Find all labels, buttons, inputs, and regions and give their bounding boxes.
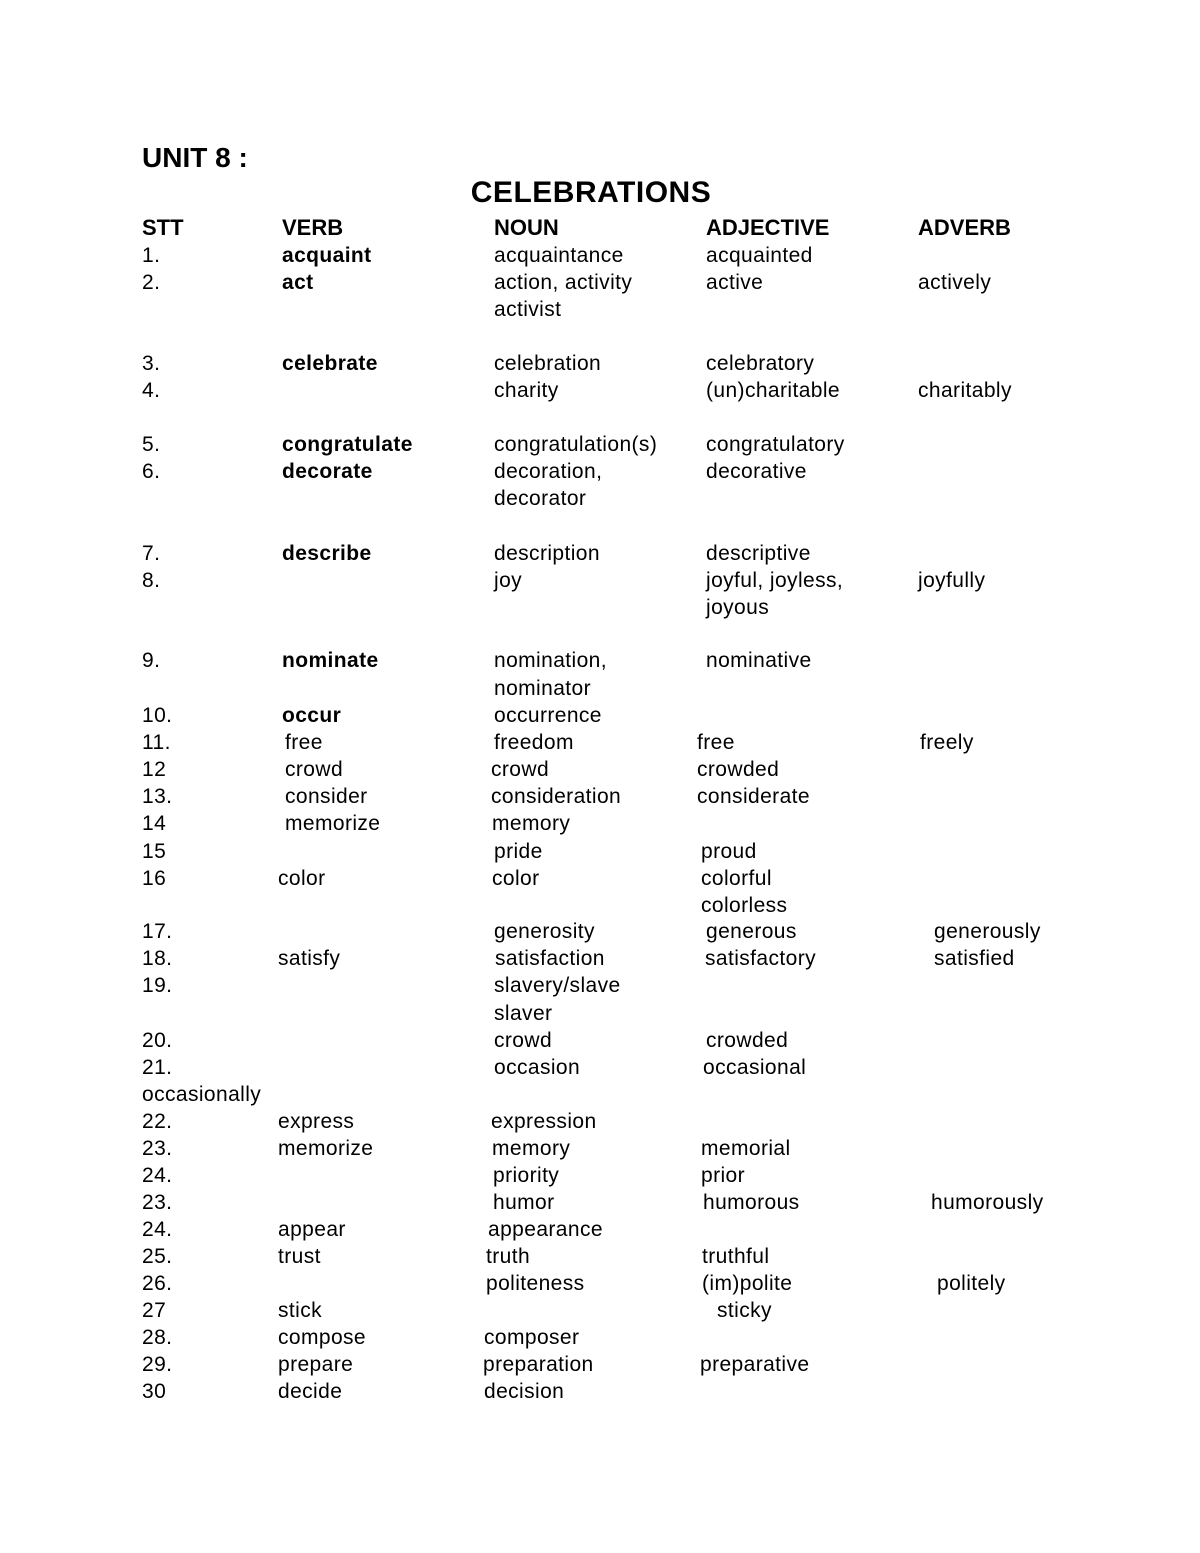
- cell-stt: 7.: [142, 542, 161, 565]
- cell-noun: preparation: [483, 1353, 594, 1376]
- cell-stt: 11.: [142, 731, 171, 754]
- table-row: [0, 1270, 1200, 1297]
- cell-adverb: satisfied: [934, 947, 1015, 970]
- table-row: [0, 1135, 1200, 1162]
- cell-adjective: nominative: [706, 649, 812, 672]
- cell-noun: satisfaction: [495, 947, 605, 970]
- table-row: [0, 540, 1200, 567]
- cell-adjective: prior: [701, 1164, 746, 1187]
- table-row: [0, 1162, 1200, 1189]
- cell-noun: celebration: [494, 352, 602, 375]
- header-adverb: ADVERB: [918, 215, 1011, 240]
- table-row: [0, 594, 1200, 621]
- unit-title: UNIT 8 :: [142, 142, 248, 173]
- cell-stt: 19.: [142, 974, 173, 997]
- cell-noun: acquaintance: [494, 244, 624, 267]
- cell-adjective: active: [706, 271, 764, 294]
- table-row: [0, 1108, 1200, 1135]
- table-row: [0, 972, 1200, 999]
- cell-adjective: joyful, joyless,: [706, 569, 844, 592]
- cell-stt: 10.: [142, 704, 173, 727]
- cell-noun: description: [494, 542, 600, 565]
- header-stt: STT: [142, 215, 184, 240]
- cell-noun: occasion: [494, 1056, 581, 1079]
- table-row: [0, 296, 1200, 323]
- table-row: [0, 1351, 1200, 1378]
- table-row: [0, 675, 1200, 702]
- cell-stt: 23.: [142, 1137, 173, 1160]
- cell-verb: satisfy: [278, 947, 341, 970]
- cell-adjective: humorous: [703, 1191, 800, 1214]
- cell-stt: 2.: [142, 271, 161, 294]
- cell-adjective: occasional: [703, 1056, 807, 1079]
- cell-verb: memorize: [278, 1137, 374, 1160]
- table-row: [0, 377, 1200, 404]
- cell-noun: politeness: [486, 1272, 585, 1295]
- cell-adverb: actively: [918, 271, 992, 294]
- cell-noun: composer: [484, 1326, 580, 1349]
- cell-adjective: truthful: [702, 1245, 770, 1268]
- table-row: [0, 1378, 1200, 1405]
- cell-adjective: joyous: [706, 596, 770, 619]
- table-row: [0, 350, 1200, 377]
- cell-noun: memory: [492, 812, 571, 835]
- cell-stt: 14: [142, 812, 167, 835]
- table-row: [0, 838, 1200, 865]
- cell-verb: stick: [278, 1299, 322, 1322]
- cell-noun: priority: [493, 1164, 560, 1187]
- table-row: [0, 702, 1200, 729]
- cell-adjective: colorful: [701, 867, 772, 890]
- cell-adjective: acquainted: [706, 244, 813, 267]
- cell-stt: 16: [142, 867, 167, 890]
- table-row: [0, 729, 1200, 756]
- cell-verb: describe: [282, 542, 372, 565]
- cell-verb: express: [278, 1110, 355, 1133]
- table-row: [0, 647, 1200, 674]
- cell-noun: decision: [484, 1380, 565, 1403]
- cell-adjective: sticky: [717, 1299, 772, 1322]
- cell-noun: decorator: [494, 487, 587, 510]
- cell-stt: 29.: [142, 1353, 173, 1376]
- cell-verb: celebrate: [282, 352, 378, 375]
- table-row: [0, 945, 1200, 972]
- cell-noun: nominator: [494, 677, 591, 700]
- cell-adverb: joyfully: [918, 569, 986, 592]
- cell-stt: 3.: [142, 352, 161, 375]
- cell-verb: crowd: [285, 758, 344, 781]
- table-row: [0, 1324, 1200, 1351]
- cell-verb: act: [282, 271, 314, 294]
- header-adjective: ADJECTIVE: [706, 215, 830, 240]
- table-row: [0, 242, 1200, 269]
- cell-stt: 9.: [142, 649, 161, 672]
- header-noun: NOUN: [494, 215, 559, 240]
- cell-adjective: free: [697, 731, 735, 754]
- cell-noun: activist: [494, 298, 562, 321]
- cell-noun: charity: [494, 379, 559, 402]
- table-row: [0, 918, 1200, 945]
- cell-noun: pride: [494, 840, 543, 863]
- cell-noun: nomination,: [494, 649, 607, 672]
- table-row: [0, 783, 1200, 810]
- cell-noun: generosity: [494, 920, 595, 943]
- cell-noun: action, activity: [494, 271, 633, 294]
- table-row: [0, 892, 1200, 919]
- table-row: [0, 1081, 1200, 1108]
- table-row: [0, 1189, 1200, 1216]
- cell-adjective: (im)polite: [702, 1272, 793, 1295]
- cell-noun: expression: [491, 1110, 597, 1133]
- cell-verb: prepare: [278, 1353, 354, 1376]
- cell-stt: 26.: [142, 1272, 173, 1295]
- page-title: CELEBRATIONS: [470, 176, 712, 209]
- cell-noun: joy: [494, 569, 523, 592]
- table-row: [0, 269, 1200, 296]
- cell-stt: 28.: [142, 1326, 173, 1349]
- cell-adjective: crowded: [706, 1029, 789, 1052]
- cell-verb: memorize: [285, 812, 381, 835]
- cell-verb: occur: [282, 704, 342, 727]
- table-row: [0, 1216, 1200, 1243]
- table-row: [0, 810, 1200, 837]
- cell-verb: nominate: [282, 649, 379, 672]
- cell-stt: 5.: [142, 433, 161, 456]
- cell-noun: crowd: [491, 758, 550, 781]
- cell-verb: consider: [285, 785, 368, 808]
- cell-stt: 4.: [142, 379, 161, 402]
- table-row: [0, 1027, 1200, 1054]
- cell-adjective: (un)charitable: [706, 379, 840, 402]
- cell-noun: crowd: [494, 1029, 553, 1052]
- cell-stt: 15: [142, 840, 167, 863]
- cell-stt: 18.: [142, 947, 173, 970]
- cell-adjective: satisfactory: [705, 947, 816, 970]
- header-verb: VERB: [282, 215, 344, 240]
- table-row: [0, 1000, 1200, 1027]
- cell-verb: appear: [278, 1218, 346, 1241]
- cell-verb: congratulate: [282, 433, 413, 456]
- cell-stt: 22.: [142, 1110, 173, 1133]
- cell-adjective: considerate: [697, 785, 810, 808]
- cell-adjective: colorless: [701, 894, 788, 917]
- cell-noun: consideration: [491, 785, 622, 808]
- cell-stt: 1.: [142, 244, 161, 267]
- cell-stt: occasionally: [142, 1083, 262, 1106]
- cell-verb: trust: [278, 1245, 321, 1268]
- cell-adjective: celebratory: [706, 352, 815, 375]
- cell-stt: 13.: [142, 785, 173, 808]
- cell-stt: 25.: [142, 1245, 173, 1268]
- cell-adjective: preparative: [700, 1353, 810, 1376]
- cell-adjective: crowded: [697, 758, 780, 781]
- cell-adverb: humorously: [931, 1191, 1044, 1214]
- cell-stt: 21.: [142, 1056, 173, 1079]
- cell-noun: congratulation(s): [494, 433, 658, 456]
- table-row: [0, 1243, 1200, 1270]
- cell-stt: 12: [142, 758, 167, 781]
- cell-stt: 20.: [142, 1029, 173, 1052]
- table-row: [0, 458, 1200, 485]
- cell-stt: 27: [142, 1299, 167, 1322]
- table-row: [0, 1297, 1200, 1324]
- cell-adverb: freely: [920, 731, 974, 754]
- table-row: [0, 485, 1200, 512]
- cell-adverb: politely: [937, 1272, 1006, 1295]
- table-row: [0, 865, 1200, 892]
- cell-stt: 17.: [142, 920, 173, 943]
- cell-verb: acquaint: [282, 244, 372, 267]
- cell-noun: slaver: [494, 1002, 553, 1025]
- cell-adjective: generous: [706, 920, 797, 943]
- cell-noun: memory: [492, 1137, 571, 1160]
- cell-stt: 8.: [142, 569, 161, 592]
- cell-noun: slavery/slave: [494, 974, 621, 997]
- cell-noun: freedom: [494, 731, 574, 754]
- cell-stt: 6.: [142, 460, 161, 483]
- cell-adjective: memorial: [701, 1137, 791, 1160]
- table-row: [0, 756, 1200, 783]
- cell-noun: color: [492, 867, 540, 890]
- cell-verb: compose: [278, 1326, 367, 1349]
- cell-noun: truth: [486, 1245, 531, 1268]
- cell-noun: humor: [493, 1191, 555, 1214]
- cell-adverb: charitably: [918, 379, 1012, 402]
- cell-verb: decorate: [282, 460, 373, 483]
- cell-stt: 23.: [142, 1191, 173, 1214]
- cell-adjective: descriptive: [706, 542, 811, 565]
- cell-noun: occurrence: [494, 704, 602, 727]
- cell-verb: color: [278, 867, 326, 890]
- cell-verb: free: [285, 731, 323, 754]
- table-row: [0, 1054, 1200, 1081]
- table-row: [0, 431, 1200, 458]
- table-row: [0, 567, 1200, 594]
- cell-noun: appearance: [488, 1218, 603, 1241]
- cell-stt: 24.: [142, 1164, 173, 1187]
- cell-stt: 30: [142, 1380, 167, 1403]
- cell-adjective: proud: [701, 840, 757, 863]
- cell-adverb: generously: [934, 920, 1041, 943]
- cell-stt: 24.: [142, 1218, 173, 1241]
- cell-adjective: congratulatory: [706, 433, 845, 456]
- cell-noun: decoration,: [494, 460, 603, 483]
- cell-adjective: decorative: [706, 460, 807, 483]
- cell-verb: decide: [278, 1380, 343, 1403]
